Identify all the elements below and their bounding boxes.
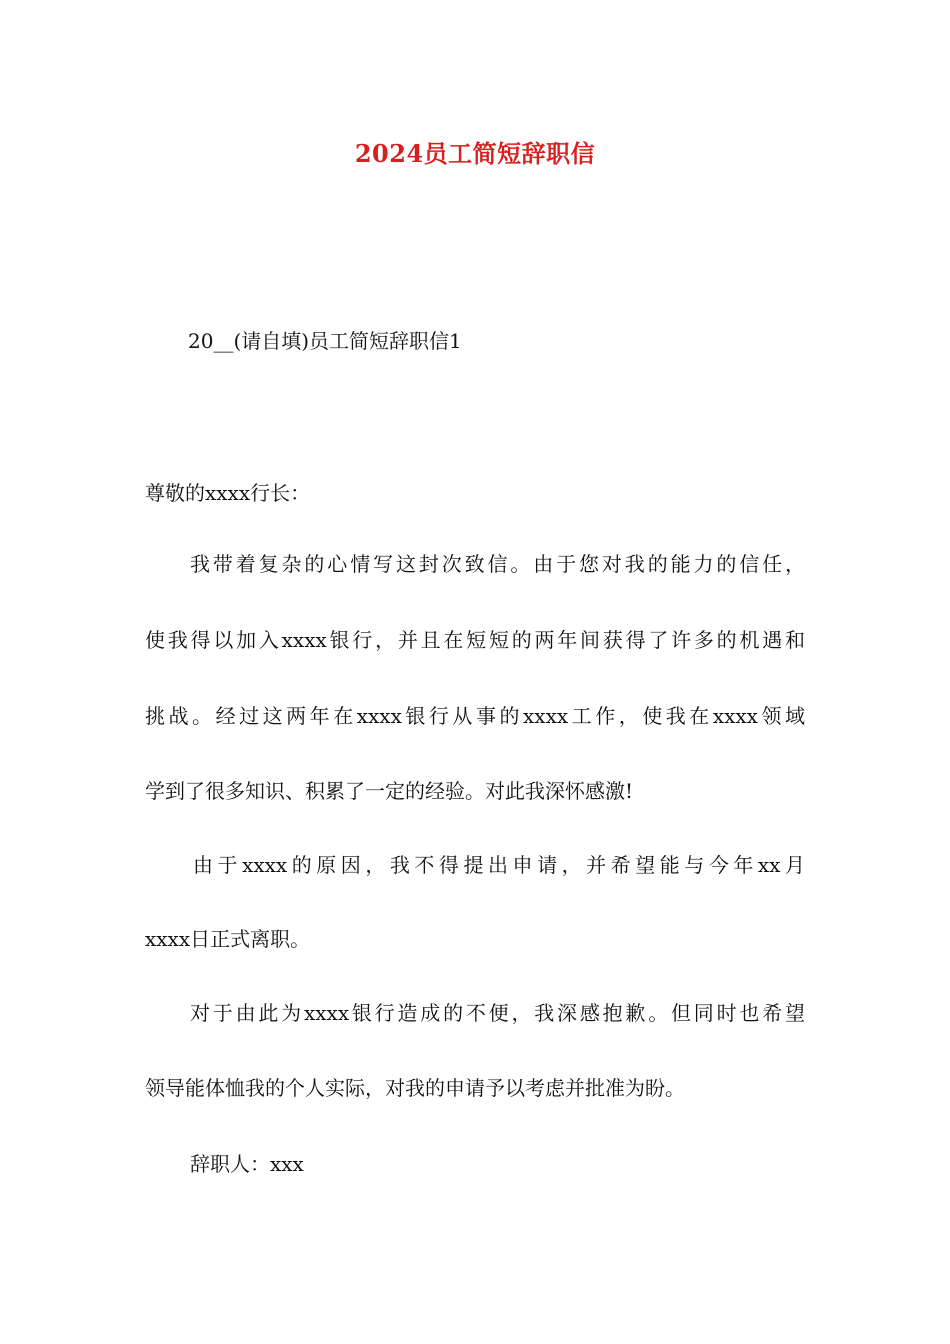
paragraph-1-line-3: 挑战。经过这两年在xxxx银行从事的xxxx工作，使我在xxxx领域 <box>145 704 805 728</box>
paragraph-2-line-2: xxxx日正式离职。 <box>145 927 311 951</box>
paragraph-3-line-1: 对于由此为xxxx银行造成的不便，我深感抱歉。但同时也希望 <box>190 1001 805 1025</box>
subtitle: 20__(请自填)员工简短辞职信1 <box>188 329 462 353</box>
paragraph-1-line-1: 我带着复杂的心情写这封次致信。由于您对我的能力的信任， <box>190 552 805 576</box>
salutation: 尊敬的xxxx行长： <box>145 481 311 505</box>
paragraph-3-line-2: 领导能体恤我的个人实际，对我的申请予以考虑并批准为盼。 <box>145 1076 685 1100</box>
paragraph-1-line-2: 使我得以加入xxxx银行，并且在短短的两年间获得了许多的机遇和 <box>145 628 805 652</box>
paragraph-1-line-4: 学到了很多知识、积累了一定的经验。对此我深怀感激! <box>145 779 634 803</box>
document-title: 2024员工简短辞职信 <box>354 139 596 168</box>
paragraph-2-line-1: 由于xxxx的原因，我不得提出申请，并希望能与今年xx月 <box>193 853 805 877</box>
signature: 辞职人：xxx <box>190 1152 304 1176</box>
